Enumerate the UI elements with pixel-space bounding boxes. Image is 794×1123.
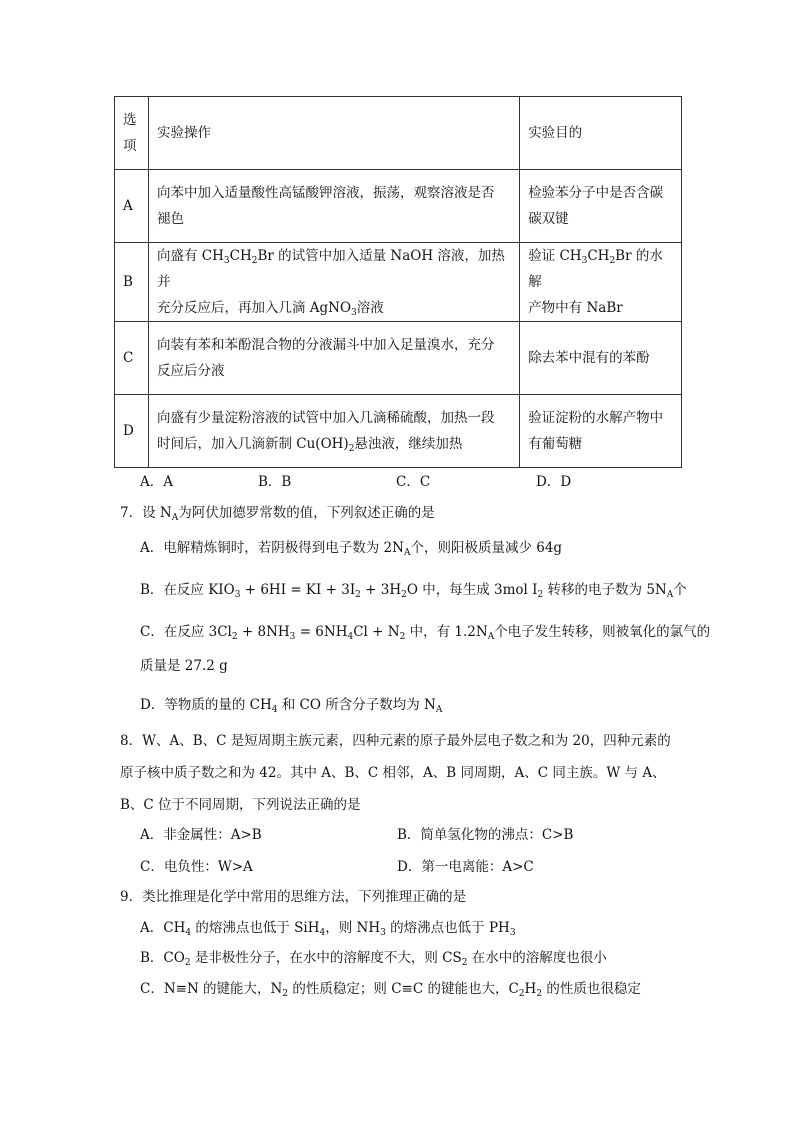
q9-stem: 9．类比推理是化学中常用的思维方法，下列推理正确的是 — [120, 889, 467, 905]
q8-option-b[interactable]: B．简单氢化物的沸点：C>B — [397, 827, 574, 843]
row-goal: 检验苯分子中是否含碳 碳双键 — [520, 170, 682, 243]
row-label: B — [115, 243, 149, 322]
header-option: 选项 — [115, 97, 149, 170]
table-row-c — [115, 322, 682, 395]
row-label: C — [115, 322, 149, 395]
q7-option-d[interactable]: D．等物质的量的 $CH_4$ 和 CO 所含分子数均为 $N_A$ — [140, 697, 443, 715]
header-operation: 实验操作 — [148, 97, 519, 170]
q6-option-c[interactable]: C．C — [396, 474, 431, 490]
q9-option-a[interactable]: A．$CH_4$ 的熔沸点也低于 SiH$_4$，则 $NH_3$ 的熔沸点也低于 $PH_3$ — [140, 920, 516, 938]
q9-option-c[interactable]: C．N≡N 的键能大，$N_2$ 的性质稳定；则 C≡C 的键能也大，$C_2H_2$ 的性质也很稳定 — [140, 981, 641, 999]
row-operation: 向盛有少量淀粉溶液的试管中加入几滴稀硫酸，加热一段 时间后，加入几滴新制 $Cu(OH)_2$悬浊液，继续加热 — [148, 395, 519, 468]
q6-option-b[interactable]: B．B — [258, 474, 292, 490]
row-label: D — [115, 395, 149, 468]
q8-stem-line2: 原子核中质子数之和为 42。其中 A、B、C 相邻，A、B 同周期，A、C 同主族。W 与 A、 — [120, 765, 666, 781]
q9-option-b[interactable]: B．$CO_2$ 是非极性分子，在水中的溶解度不大，则 $CS_2$ 在水中的溶解度也很小 — [140, 950, 607, 968]
q7-option-c-line2: 质量是 27.2 g — [140, 658, 228, 674]
row-goal: 验证 $CH_3CH_2Br$ 的水解 产物中有 NaBr — [520, 243, 682, 322]
q8-option-c[interactable]: C．电负性：W>A — [140, 859, 253, 875]
q6-option-a[interactable]: A．A — [140, 474, 173, 490]
row-operation: 向装有苯和苯酚混合物的分液漏斗中加入足量溴水，充分 反应后分液 — [148, 322, 519, 395]
q8-option-a[interactable]: A．非金属性：A>B — [140, 827, 262, 843]
q8-stem-line1: 8．W、A、B、C 是短周期主族元素，四种元素的原子最外层电子数之和为 20，四种元素的 — [120, 733, 671, 749]
row-goal: 除去苯中混有的苯酚 — [520, 322, 682, 395]
header-goal: 实验目的 — [520, 97, 682, 170]
table-row-d — [115, 395, 682, 468]
q6-options — [140, 470, 700, 490]
row-goal: 验证淀粉的水解产物中 有葡萄糖 — [520, 395, 682, 468]
table-row-b — [115, 243, 682, 322]
row-label: A — [115, 170, 149, 243]
q8-option-d[interactable]: D．第一电离能：A>C — [397, 859, 534, 875]
row-operation: 向盛有 $CH_3CH_2Br$ 的试管中加入适量 NaOH 溶液，加热并 充分反应后，再加入几滴 AgNO$_3$溶液 — [148, 243, 519, 322]
table-row-a — [115, 170, 682, 243]
q7-stem: 7．设 $N_A$为阿伏加德罗常数的值，下列叙述正确的是 — [120, 505, 435, 523]
experiment-table — [114, 96, 682, 468]
q7-option-b[interactable]: B．在反应 $KIO_3 + 6HI$ = KI + $3I_2 + 3H_2O$ 中，每生成 3mol $I_2$ 转移的电子数为 $5N_A$个 — [140, 582, 687, 600]
q7-option-c[interactable]: C．在反应 $3Cl_2 + 8NH_3 = 6NH_4Cl + N_2$ 中，有 $1.2N_A$个电子发生转移，则被氧化的氯气的 — [140, 624, 711, 642]
row-operation: 向苯中加入适量酸性高锰酸钾溶液，振荡，观察溶液是否 褪色 — [148, 170, 519, 243]
q6-option-d[interactable]: D．D — [536, 474, 572, 490]
table-header-row — [115, 97, 682, 170]
q8-stem-line3: B、C 位于不同周期，下列说法正确的是 — [120, 797, 361, 813]
q7-option-a[interactable]: A．电解精炼铜时，若阴极得到电子数为 $2N_A$个，则阳极质量减少 64g — [140, 540, 563, 558]
